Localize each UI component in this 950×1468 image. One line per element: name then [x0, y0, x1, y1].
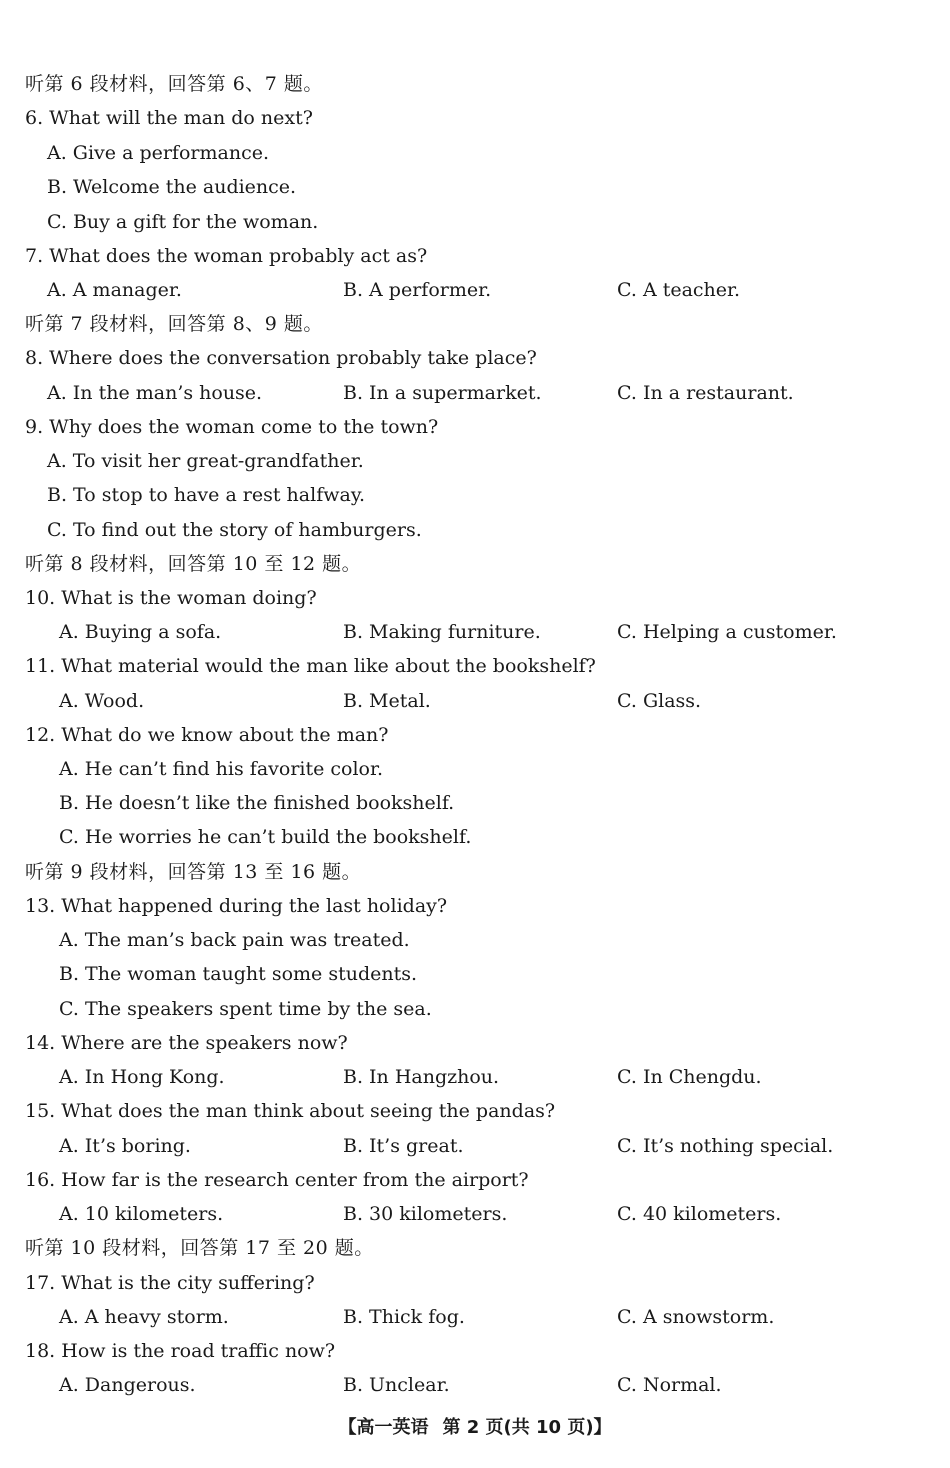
section-heading: 听第 9 段材料，回答第 13 至 16 题。	[25, 861, 362, 883]
option-b: B. 30 kilometers.	[343, 1203, 508, 1225]
option-c: C. Buy a gift for the woman.	[47, 211, 319, 233]
option-a: A. Give a performance.	[47, 142, 269, 164]
option-a: A. Dangerous.	[59, 1374, 196, 1396]
page-footer	[0, 1416, 950, 1440]
question-stem: 11. What material would the man like about the bookshelf?	[25, 655, 596, 677]
section-heading: 听第 6 段材料，回答第 6、7 题。	[25, 73, 323, 95]
question-stem: 13. What happened during the last holiday?	[25, 895, 448, 917]
option-c: C. Glass.	[617, 690, 702, 712]
option-c: C. Normal.	[617, 1374, 722, 1396]
question-stem: 15. What does the man think about seeing the pandas?	[25, 1100, 556, 1122]
question-stem: 17. What is the city suffering?	[25, 1272, 315, 1294]
option-a: A. 10 kilometers.	[59, 1203, 224, 1225]
option-b: B. He doesn’t like the finished bookshelf.	[59, 792, 455, 814]
question-stem: 9. Why does the woman come to the town?	[25, 416, 439, 438]
section-heading: 听第 8 段材料，回答第 10 至 12 题。	[25, 553, 362, 575]
option-b: B. To stop to have a rest halfway.	[47, 484, 366, 506]
option-c: C. 40 kilometers.	[617, 1203, 782, 1225]
option-b: B. Welcome the audience.	[47, 176, 297, 198]
question-stem: 6. What will the man do next?	[25, 107, 313, 129]
option-c: C. In a restaurant.	[617, 382, 794, 404]
option-a: A. To visit her great-grandfather.	[47, 450, 364, 472]
option-b: B. It’s great.	[343, 1135, 464, 1157]
option-b: B. The woman taught some students.	[59, 963, 418, 985]
option-b: B. In a supermarket.	[343, 382, 542, 404]
option-a: A. A manager.	[47, 279, 182, 301]
section-heading: 听第 7 段材料，回答第 8、9 题。	[25, 313, 323, 335]
option-b: B. A performer.	[343, 279, 492, 301]
option-a: A. Buying a sofa.	[59, 621, 222, 643]
footer-subject: 高一英语	[356, 1417, 429, 1438]
question-stem: 12. What do we know about the man?	[25, 724, 389, 746]
option-a: A. In Hong Kong.	[59, 1066, 225, 1088]
option-c: C. He worries he can’t build the bookshelf.	[59, 826, 472, 848]
option-c: C. The speakers spent time by the sea.	[59, 998, 432, 1020]
option-c: C. A snowstorm.	[617, 1306, 775, 1328]
question-stem: 16. How far is the research center from the airport?	[25, 1169, 529, 1191]
option-b: B. Thick fog.	[343, 1306, 465, 1328]
option-b: B. Unclear.	[343, 1374, 450, 1396]
option-a: A. The man’s back pain was treated.	[59, 929, 410, 951]
footer-page-number: 第 2 页(共 10 页)	[442, 1417, 594, 1438]
option-c: C. In Chengdu.	[617, 1066, 762, 1088]
question-stem: 10. What is the woman doing?	[25, 587, 317, 609]
option-a: A. A heavy storm.	[59, 1306, 229, 1328]
footer-bracket-open: 【	[338, 1417, 357, 1438]
option-b: B. Making furniture.	[343, 621, 541, 643]
question-stem: 18. How is the road traffic now?	[25, 1340, 336, 1362]
option-c: C. Helping a customer.	[617, 621, 837, 643]
footer-bracket-close: 】	[593, 1417, 612, 1438]
section-heading: 听第 10 段材料，回答第 17 至 20 题。	[25, 1237, 374, 1259]
option-c: C. It’s nothing special.	[617, 1135, 834, 1157]
question-stem: 7. What does the woman probably act as?	[25, 245, 428, 267]
option-a: A. He can’t find his favorite color.	[59, 758, 384, 780]
option-a: A. Wood.	[59, 690, 145, 712]
option-b: B. In Hangzhou.	[343, 1066, 500, 1088]
option-c: C. To find out the story of hamburgers.	[47, 519, 422, 541]
option-a: A. In the man’s house.	[47, 382, 263, 404]
question-stem: 14. Where are the speakers now?	[25, 1032, 348, 1054]
option-b: B. Metal.	[343, 690, 431, 712]
option-a: A. It’s boring.	[59, 1135, 191, 1157]
question-stem: 8. Where does the conversation probably take place?	[25, 347, 537, 369]
option-c: C. A teacher.	[617, 279, 741, 301]
